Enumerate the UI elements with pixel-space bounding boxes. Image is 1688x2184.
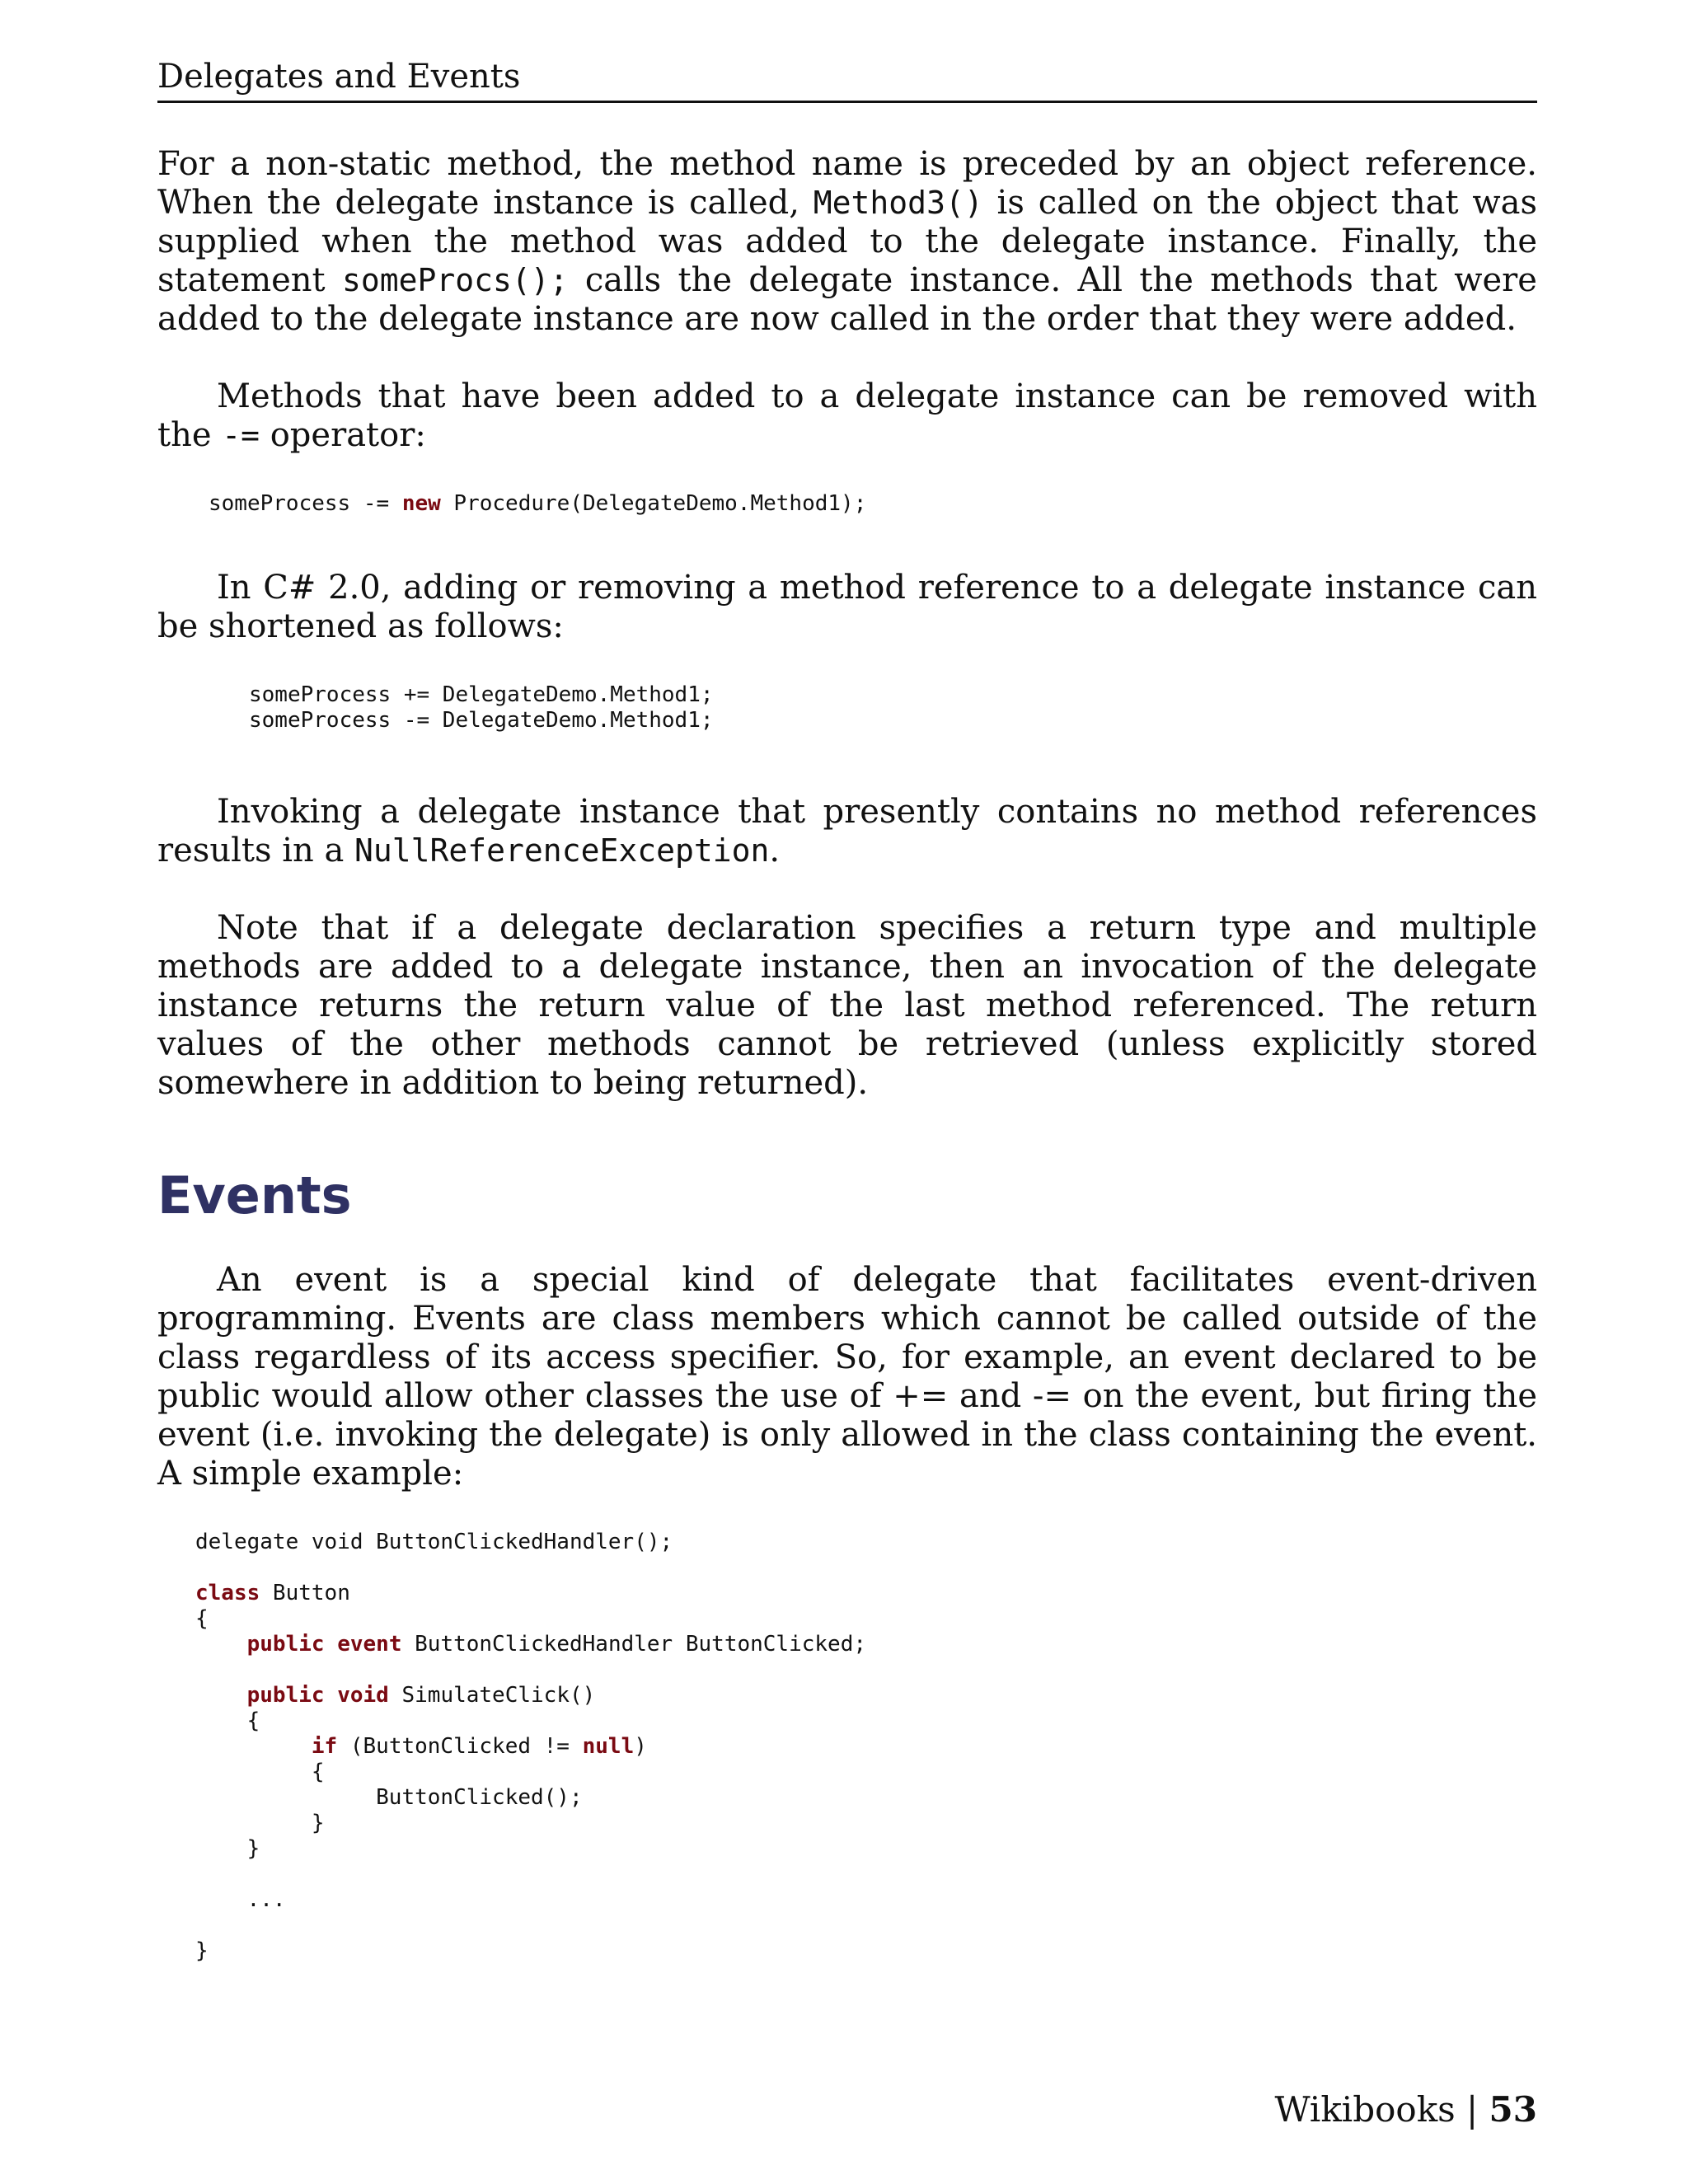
page-number: 53 bbox=[1489, 2089, 1537, 2130]
text: Methods that have been added to a delegate instance can be removed with the bbox=[157, 377, 1537, 454]
code-keyword: null bbox=[582, 1734, 635, 1759]
paragraph-csharp2-shortcut: In C# 2.0, adding or removing a method reference to a delegate instance can be shortened as follows: bbox=[157, 569, 1537, 645]
inline-code-minus-equals: -= bbox=[222, 417, 260, 453]
text: For a non-static method, the method name is preceded by an object reference. When the delegate instance is called, bbox=[157, 145, 1537, 222]
code-text: Procedure(DelegateDemo.Method1); bbox=[440, 491, 867, 516]
code-text: ButtonClicked(); bbox=[376, 1785, 583, 1810]
code-line: someProcess += DelegateDemo.Method1; bbox=[249, 682, 714, 707]
inline-code-nullreferenceexception: NullReferenceException bbox=[354, 832, 770, 869]
code-brace: { bbox=[195, 1606, 209, 1631]
inline-code-someprocs: someProcs(); bbox=[341, 262, 569, 298]
paragraph-null-reference bbox=[157, 793, 1537, 870]
code-brace: { bbox=[246, 1708, 260, 1733]
code-keyword: public bbox=[246, 1683, 325, 1708]
code-text: someProcess -= bbox=[209, 491, 402, 516]
footer-site-name: Wikibooks | bbox=[1274, 2089, 1489, 2130]
text: . bbox=[769, 832, 781, 869]
text: calls the delegate instance. All the methods that were added to the delegate instance are now called in the order that they were added. bbox=[157, 261, 1537, 338]
code-keyword: event bbox=[337, 1632, 402, 1657]
code-keyword: public bbox=[246, 1632, 325, 1657]
text: operator: bbox=[260, 416, 426, 454]
text: is called on the object that was supplied when the method was added to the delegate instance. Finally, the statement bbox=[157, 184, 1537, 299]
code-keyword: void bbox=[337, 1683, 389, 1708]
code-text: Button bbox=[260, 1581, 350, 1605]
code-brace: } bbox=[195, 1938, 209, 1963]
section-heading-events: Events bbox=[157, 1165, 352, 1226]
code-brace: } bbox=[311, 1811, 325, 1835]
code-line: delegate void ButtonClickedHandler(); bbox=[195, 1530, 673, 1554]
paragraph-remove-methods bbox=[157, 377, 1537, 455]
code-keyword: new bbox=[401, 491, 441, 516]
paragraph-non-static-method bbox=[157, 145, 1537, 339]
code-ellipsis: ... bbox=[246, 1887, 286, 1912]
text: Invoking a delegate instance that presently contains no method references results in a bbox=[157, 793, 1537, 869]
code-text: (ButtonClicked != bbox=[337, 1734, 583, 1759]
code-block-button-example bbox=[157, 1530, 1537, 1964]
code-keyword: class bbox=[195, 1581, 260, 1605]
paragraph-return-values: Note that if a delegate declaration specifies a return type and multiple methods are added to a delegate instance, then an invocation of the delegate instance returns the return value of the last method referenced. The return values of the other methods cannot be retrieved (unless explicitly stored somewhere in addition to being returned). bbox=[157, 909, 1537, 1102]
inline-code-method3: Method3() bbox=[813, 185, 983, 221]
code-keyword: if bbox=[311, 1734, 338, 1759]
code-text: ) bbox=[634, 1734, 647, 1759]
running-title: Delegates and Events bbox=[157, 58, 521, 96]
code-block-shortcut bbox=[157, 682, 1537, 733]
page-footer bbox=[1274, 2089, 1537, 2130]
page-content bbox=[157, 145, 1537, 1964]
code-brace: } bbox=[246, 1836, 260, 1861]
running-header bbox=[157, 56, 1537, 103]
paragraph-events-intro: An event is a special kind of delegate that facilitates event-driven programming. Events are class members which cannot be called outside of the class regardless of its access specifier. So, for example, an event declared to be public would allow other classes the use of += and -= on the event, but firing the event (i.e. invoking the delegate) is only allowed in the class containing the event. A simple example: bbox=[157, 1261, 1537, 1493]
code-brace: { bbox=[311, 1760, 325, 1784]
code-line: someProcess -= DelegateDemo.Method1; bbox=[249, 708, 714, 733]
code-block-remove bbox=[157, 491, 1537, 517]
code-text: SimulateClick() bbox=[388, 1683, 596, 1708]
code-text: ButtonClickedHandler ButtonClicked; bbox=[401, 1632, 867, 1657]
